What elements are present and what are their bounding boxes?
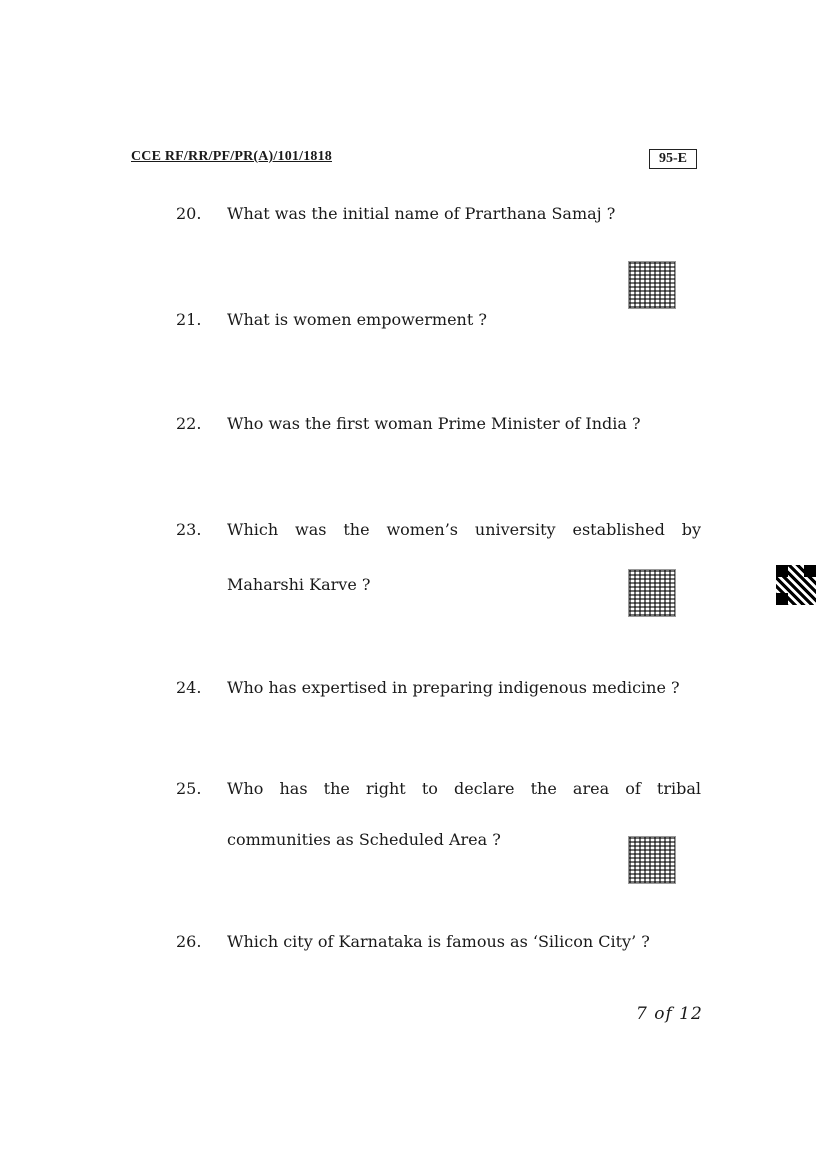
side-qr-code-icon <box>776 565 816 605</box>
qr-code-icon <box>628 261 676 309</box>
question-text: Which city of Karnataka is famous as ‘Silicon City’ ? <box>227 932 650 951</box>
qr-code-icon <box>628 836 676 884</box>
question-number: 21. <box>176 310 202 329</box>
question-text-line1: Who has the right to declare the area of tribal <box>227 779 701 798</box>
paper-code-box: 95-E <box>649 149 697 169</box>
page-number: 7 of 12 <box>636 1004 703 1024</box>
question-number: 26. <box>176 932 202 951</box>
question-text: Who has expertised in preparing indigenous medicine ? <box>227 678 680 697</box>
question-text-line1: Which was the women’s university established by <box>227 520 701 539</box>
question-text: What was the initial name of Prarthana Samaj ? <box>227 204 616 223</box>
question-text-line2: Maharshi Karve ? <box>227 575 371 594</box>
qr-code-icon <box>628 569 676 617</box>
question-number: 23. <box>176 520 202 539</box>
question-number: 24. <box>176 678 202 697</box>
question-number: 25. <box>176 779 202 798</box>
question-text: What is women empowerment ? <box>227 310 487 329</box>
question-number: 20. <box>176 204 202 223</box>
question-text-line2: communities as Scheduled Area ? <box>227 830 501 849</box>
question-text: Who was the first woman Prime Minister of India ? <box>227 414 641 433</box>
question-number: 22. <box>176 414 202 433</box>
header-code: CCE RF/RR/PF/PR(A)/101/1818 <box>131 149 332 164</box>
